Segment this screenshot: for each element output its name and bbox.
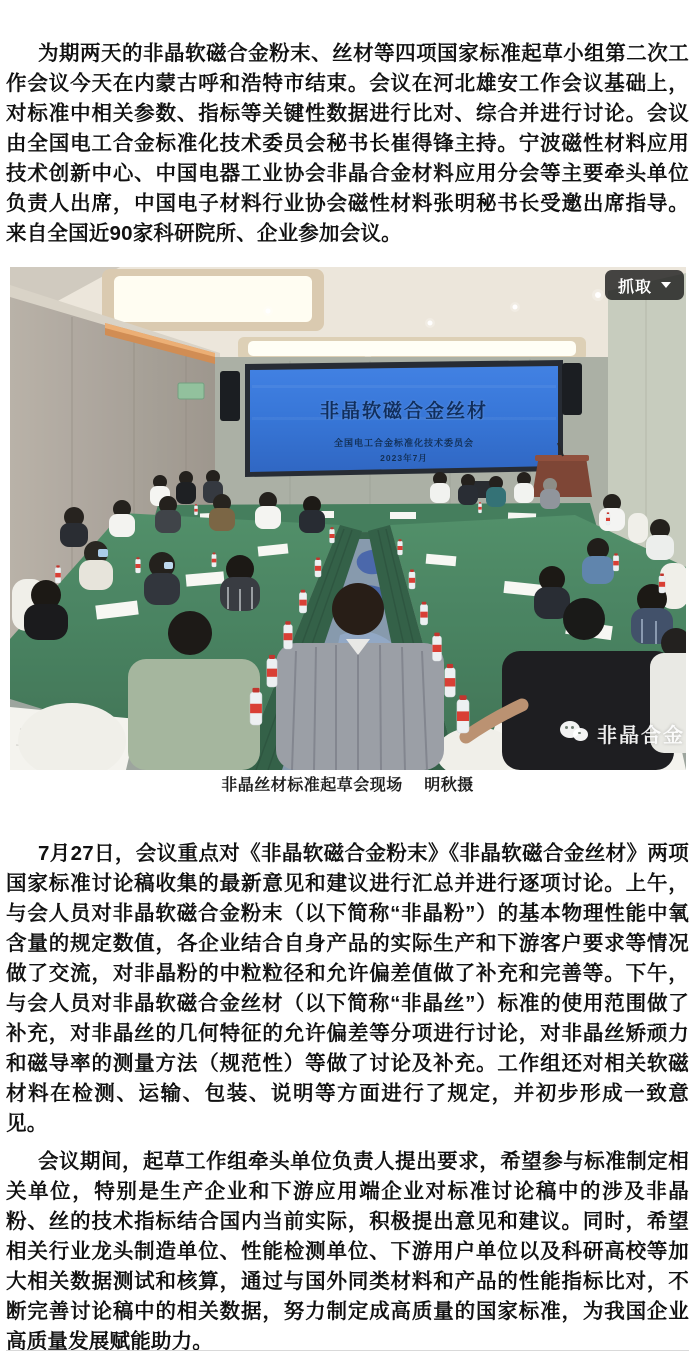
paragraph-3: 会议期间，起草工作组牵头单位负责人提出要求，希望参与标准制定相关单位，特别是生产企业和下游应用端企业对标准讨论稿中的涉及非晶粉、丝的技术指标结合国内当前实际，积极提出意见和建议。同时，希望相关行业龙头制造单位、性能检测单位、下游用户单位以及科研高校等加大相关数据测试和核算，通过与国外同类材料和产品的性能指标比对，不断完善讨论稿中的相关数据，努力制定成高质量的国家标准，为我国企业高质量发展赋能助力。 [6,1149,689,1353]
watermark-text: 非晶合金 [597,725,685,747]
grab-button-label: 抓取 [617,278,652,296]
bottom-divider [6,1350,689,1351]
paragraph-1: 为期两天的非晶软磁合金粉末、丝材等四项国家标准起草小组第二次工作会议今天在内蒙古呼和浩特市结束。会议在河北雄安工作会议基础上，对标准中相关参数、指标等关键性数据进行比对、综合并进行讨论。会议由全国电工合金标准化技术委员会秘书长崔得锋主持。宁波磁性材料应用技术创新中心、中国电器工业协会非晶合金材料应用分会等主要牵头单位负责人出席，中国电子材料行业协会磁性材料张明秘书长受邀出席指导。来自全国近90家科研院所、企业参加会议。 [6,41,689,245]
screen-subtitle: 全国电工合金标准化技术委员会 [333,438,474,448]
grab-button[interactable] [605,270,684,300]
chevron-down-icon [661,282,671,288]
meeting-scene-graphic [10,267,686,770]
photo-caption: 非晶丝材标准起草会现场 明秋摄 [221,777,474,794]
photo-overlay [10,267,686,770]
screen-date: 2023年7月 [380,453,428,463]
meeting-photo [10,267,686,770]
screen-title: 非晶软磁合金丝材 [319,401,488,422]
paragraph-2: 7月27日，会议重点对《非晶软磁合金粉末》《非晶软磁合金丝材》两项国家标准讨论稿收集的最新意见和建议进行汇总并进行逐项讨论。上午，与会人员对非晶软磁合金粉末（以下简称“非晶粉”）的基本物理性能中氧含量的规定数值，各企业结合自身产品的实际生产和下游客户要求等情况做了交流，对非晶粉的中粒粒径和允许偏差值做了补充和完善等。下午，与会人员对非晶软磁合金丝材（以下简称“非晶丝”）标准的使用范围做了补充，对非晶丝的几何特征的允许偏差等分项进行讨论，对非晶丝矫顽力和磁导率的测量方法（规范性）等做了讨论及补充。工作组还对相关软磁材料在检测、运输、包装、说明等方面进行了规定，并初步形成一致意见。 [6,841,689,1135]
